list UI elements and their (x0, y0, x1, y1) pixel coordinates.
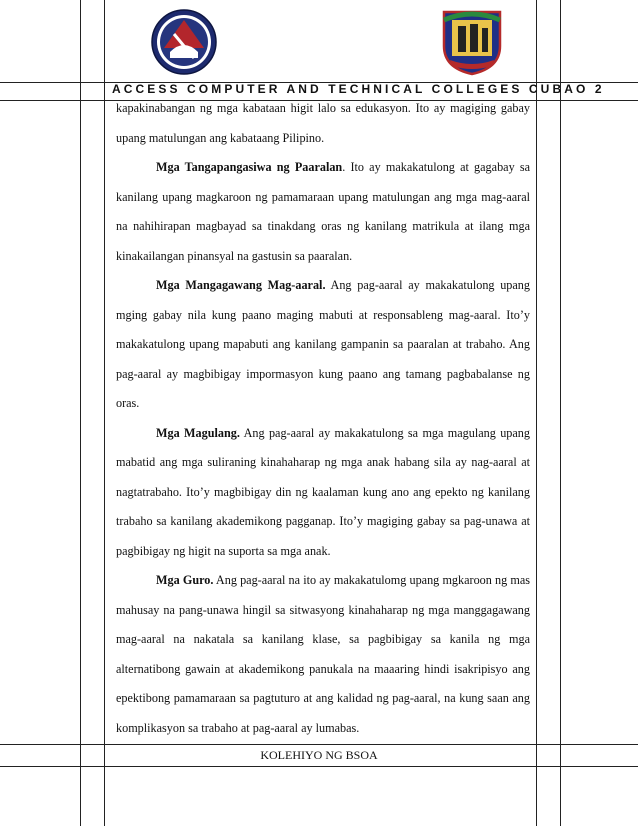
paragraph-lead: Mga Tangapangasiwa ng Paaralan (156, 160, 343, 174)
page-header-title: ACCESS COMPUTER AND TECHNICAL COLLEGES CUBAO 2 (112, 82, 605, 96)
paragraph-lead: Mga Mangagawang Mag-aaral. (156, 278, 326, 292)
paragraph-text: kapakinabangan ng mga kabataan higit lalo sa edukasyon. Ito ay magiging gabay upang matulungan ang kabataang Pilipino. (116, 101, 530, 145)
footer-bottom-line (0, 766, 638, 767)
paragraph-text: . Ito ay makakatulong at gagabay sa kanilang upang magkaroon ng pamamaraan upang matulungan ang mga mag-aaral na nahihirapan magbayad sa tinakdang oras ng kanilang matrikula at ilang mga kinakailangan pinansyal na gastusin sa paaralan. (116, 160, 530, 263)
right-margin-line-outer (560, 0, 561, 826)
paragraph-teachers (116, 566, 530, 743)
left-margin-line-outer (80, 0, 81, 826)
college-crest-right-icon (438, 6, 506, 76)
college-seal-left-icon (150, 8, 218, 76)
document-body (116, 94, 530, 743)
right-margin-line-inner (536, 0, 537, 826)
paragraph-working-students (116, 271, 530, 419)
page-footer: KOLEHIYO NG BSOA (260, 748, 378, 762)
paragraph-lead: Mga Guro. (156, 573, 214, 587)
left-margin-line-inner (104, 0, 105, 826)
footer-top-line (0, 744, 638, 745)
paragraph-lead: Mga Magulang. (156, 425, 240, 440)
paragraph-text: Ang pag-aaral na ito ay makakatulomg upang mgkaroon ng mas mahusay na pang-unawa hingil sa sitwasyong kinahaharap ng mga manggagawang mag-aaral na nakatala sa kanilang klase, sa pagbibigay sa kanila ng mga alternatibong gawain at akademikong panukala na maaaring hindi isakripisyo ang epektibong pamamaraan sa pagtuturo at ang kalidad ng pag-aaral, na kung saan ang komplikasyon sa trabaho at pag-aaral ay lumabas. (116, 573, 530, 735)
paragraph-administrators (116, 153, 530, 271)
paragraph-text: Ang pag-aaral ay makakatulong sa mga magulang upang mabatid ang mga suliraning kinahaharap ng mga anak habang sila ay nag-aaral at nagtatrabaho. Ito’y magbibigay din ng kaalaman kung ano ang epekto ng kanilang trabaho sa kanilang akademikong pagganap. Ito’y magiging gabay sa pag-unawa at pagbibigay ng higit na suporta sa mga anak. (116, 425, 530, 558)
paragraph-intro (116, 94, 530, 153)
paragraph-text: Ang pag-aaral ay makakatulong upang mging gabay nila kung paano maging mabuti at responsableng mag-aaral. Ito’y makakatulong upang mapabuti ang kanilang gampanin sa paaralan at trabaho. Ang pag-aaral ay magbibigay impormasyon kung paano ang tamang pagbabalanse ng oras. (116, 278, 530, 410)
paragraph-parents (116, 419, 530, 567)
